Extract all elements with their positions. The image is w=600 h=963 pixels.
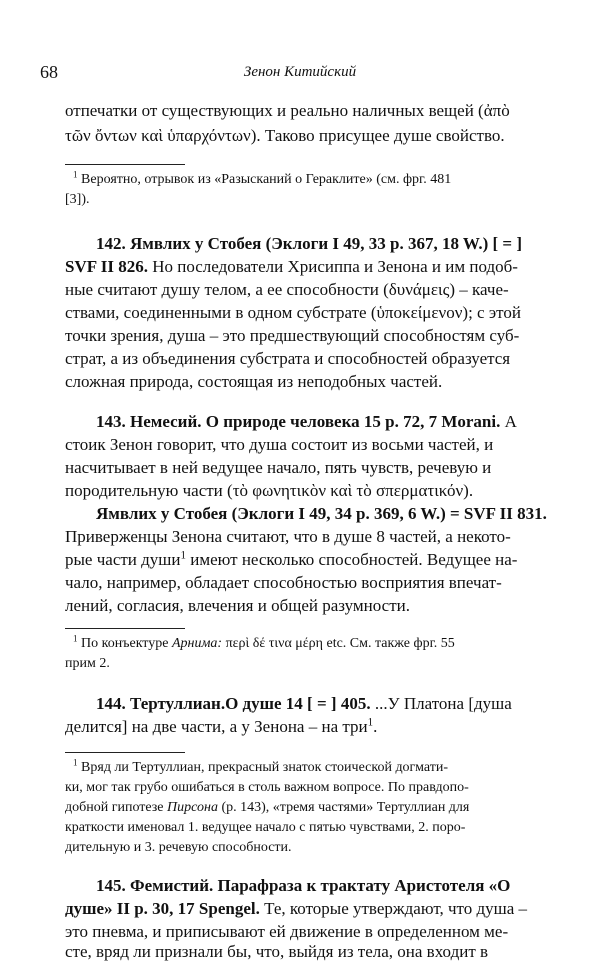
fragment-heading <box>96 694 512 714</box>
source-ref: душе» II p. 30, 17 Spengel. <box>65 899 260 918</box>
heading-text: 144. Тертуллиан.О душе 14 [ = ] 405. <box>96 694 371 713</box>
text-line <box>65 481 473 501</box>
text-line <box>65 372 442 392</box>
fragment-heading <box>96 876 510 896</box>
footnote-rule <box>65 752 185 753</box>
text-span: краткости именовал 1. ведущее начало с пятью чувствами, 2. поро- <box>65 820 466 835</box>
footnote-marker: 1 <box>73 757 78 768</box>
footnote-line <box>73 757 449 776</box>
text-line <box>65 458 491 478</box>
text-span: (p. 143), «тремя частями» Тертуллиан для <box>217 800 470 815</box>
text-span: отпечатки от существующих и реально наличных вещей (ἀπὸ <box>65 101 510 120</box>
text-span: стоик Зенон говорит, что душа состоит из восьми частей, и <box>65 435 494 454</box>
text-line <box>65 326 519 346</box>
text-line <box>65 899 527 919</box>
text-span: Но последователи Хрисиппа и Зенона и им подоб- <box>147 257 518 276</box>
text-span: Арнима: <box>171 636 223 651</box>
footnote-line <box>65 840 292 856</box>
text-span: ки, мог так грубо ошибаться в столь важном вопросе. По правдопо- <box>65 780 469 795</box>
fragment-heading <box>96 504 547 524</box>
footnote-line <box>65 820 465 836</box>
text-line <box>65 280 509 300</box>
text-line <box>65 942 488 962</box>
source-ref: SVF II 826. <box>65 257 148 276</box>
text-span: Приверженцы Зенона считают, что в душе 8 частей, а некото- <box>65 527 511 546</box>
footnote-line <box>65 656 110 672</box>
text-span: Вряд ли Тертуллиан, прекрасный знаток стоической догмати- <box>77 760 449 775</box>
text-span: περὶ δέ τινα μέρη etc. См. также фрг. 55 <box>222 636 455 651</box>
text-span: сложная природа, состоящая из неподобных частей. <box>65 372 443 391</box>
running-title: Зенон Китийский <box>243 64 357 80</box>
text-span: это пневма, и приписывают ей движение в определенном ме- <box>65 922 509 941</box>
text-line <box>65 303 521 323</box>
footnote-rule <box>65 164 185 165</box>
text-span: дительную и 3. речевую способности. <box>65 840 292 855</box>
text-line <box>65 349 510 369</box>
text-line <box>65 573 502 593</box>
heading-text: 145. Фемистий. Парафраза к трактату Аристотеля «О <box>96 876 511 895</box>
footnote-marker: 1 <box>180 549 187 562</box>
fragment-heading <box>96 412 517 432</box>
text-span: А <box>500 412 517 431</box>
heading-text: 142. Ямвлих у Стобея (Эклоги I 49, 33 p. 367, 18 W.) [ = ] <box>96 234 523 253</box>
text-span: ствами, соединенными в одном субстрате (ὑποκείμενον); с этой <box>65 303 521 322</box>
text-span: породительную части (τὸ φωνητικὸν καὶ τὸ σπερματικόν). <box>65 481 474 500</box>
text-span: сте, вряд ли признали бы, что, выйдя из тела, она входит в <box>65 942 489 961</box>
text-span: лений, согласия, влечения и общей разумности. <box>65 596 410 615</box>
text-line <box>65 550 517 570</box>
text-span: Пирсона <box>167 800 218 815</box>
text-line <box>65 527 511 547</box>
text-span: Те, которые утверждают, что душа – <box>259 899 528 918</box>
footnote-marker: 1 <box>73 169 78 180</box>
fragment-heading <box>96 234 522 254</box>
text-span: ...У Платона [душа <box>370 694 512 713</box>
text-span: имеют несколько способностей. Ведущее на- <box>186 550 518 569</box>
page-header <box>40 62 560 86</box>
text-span: делится] на две части, а у Зенона – на три <box>65 717 368 736</box>
text-line <box>65 257 518 277</box>
footnote-line <box>65 780 469 796</box>
text-span: точки зрения, душа – это предшествующий способностям суб- <box>65 326 520 345</box>
text-span: τῶν ὄντων καὶ ὑπαρχόντων). Таково присущее душе свойство. <box>65 126 505 145</box>
text-line <box>65 126 505 146</box>
text-span: Вероятно, отрывок из «Разысканий о Гераклите» (см. фрг. 481 <box>77 172 452 187</box>
footnote-rule <box>65 628 185 629</box>
text-span: ные считают душу телом, а ее способности (δυνάμεις) – каче- <box>65 280 509 299</box>
text-line <box>65 101 510 121</box>
text-span: насчитывает в ней ведущее начало, пять чувств, речевую и <box>65 458 492 477</box>
text-span: добной гипотезе <box>65 800 168 815</box>
text-line <box>65 596 410 616</box>
text-span: рые части души <box>65 550 181 569</box>
text-span: прим 2. <box>65 656 110 671</box>
text-span: . <box>373 717 378 736</box>
footnote-marker: 1 <box>367 716 374 729</box>
text-line <box>65 435 493 455</box>
footnote-line <box>65 800 469 816</box>
text-span: [3]). <box>65 192 90 207</box>
footnote-marker: 1 <box>73 633 78 644</box>
footnote-line <box>73 633 455 652</box>
footnote-line <box>73 169 452 188</box>
page-number: 68 <box>40 62 58 82</box>
text-line <box>65 717 377 737</box>
footnote-line <box>65 192 90 208</box>
text-line <box>65 922 508 942</box>
text-span: чало, например, обладает способностью восприятия впечат- <box>65 573 502 592</box>
heading-text: 143. Немесий. О природе человека 15 p. 72, 7 Morani. <box>96 412 501 431</box>
heading-text: Ямвлих у Стобея (Эклоги I 49, 34 p. 369, 6 W.) = SVF II 831. <box>96 504 547 523</box>
text-span: По конъектуре <box>77 636 172 651</box>
text-span: страт, а из объединения субстрата и способностей образуется <box>65 349 511 368</box>
